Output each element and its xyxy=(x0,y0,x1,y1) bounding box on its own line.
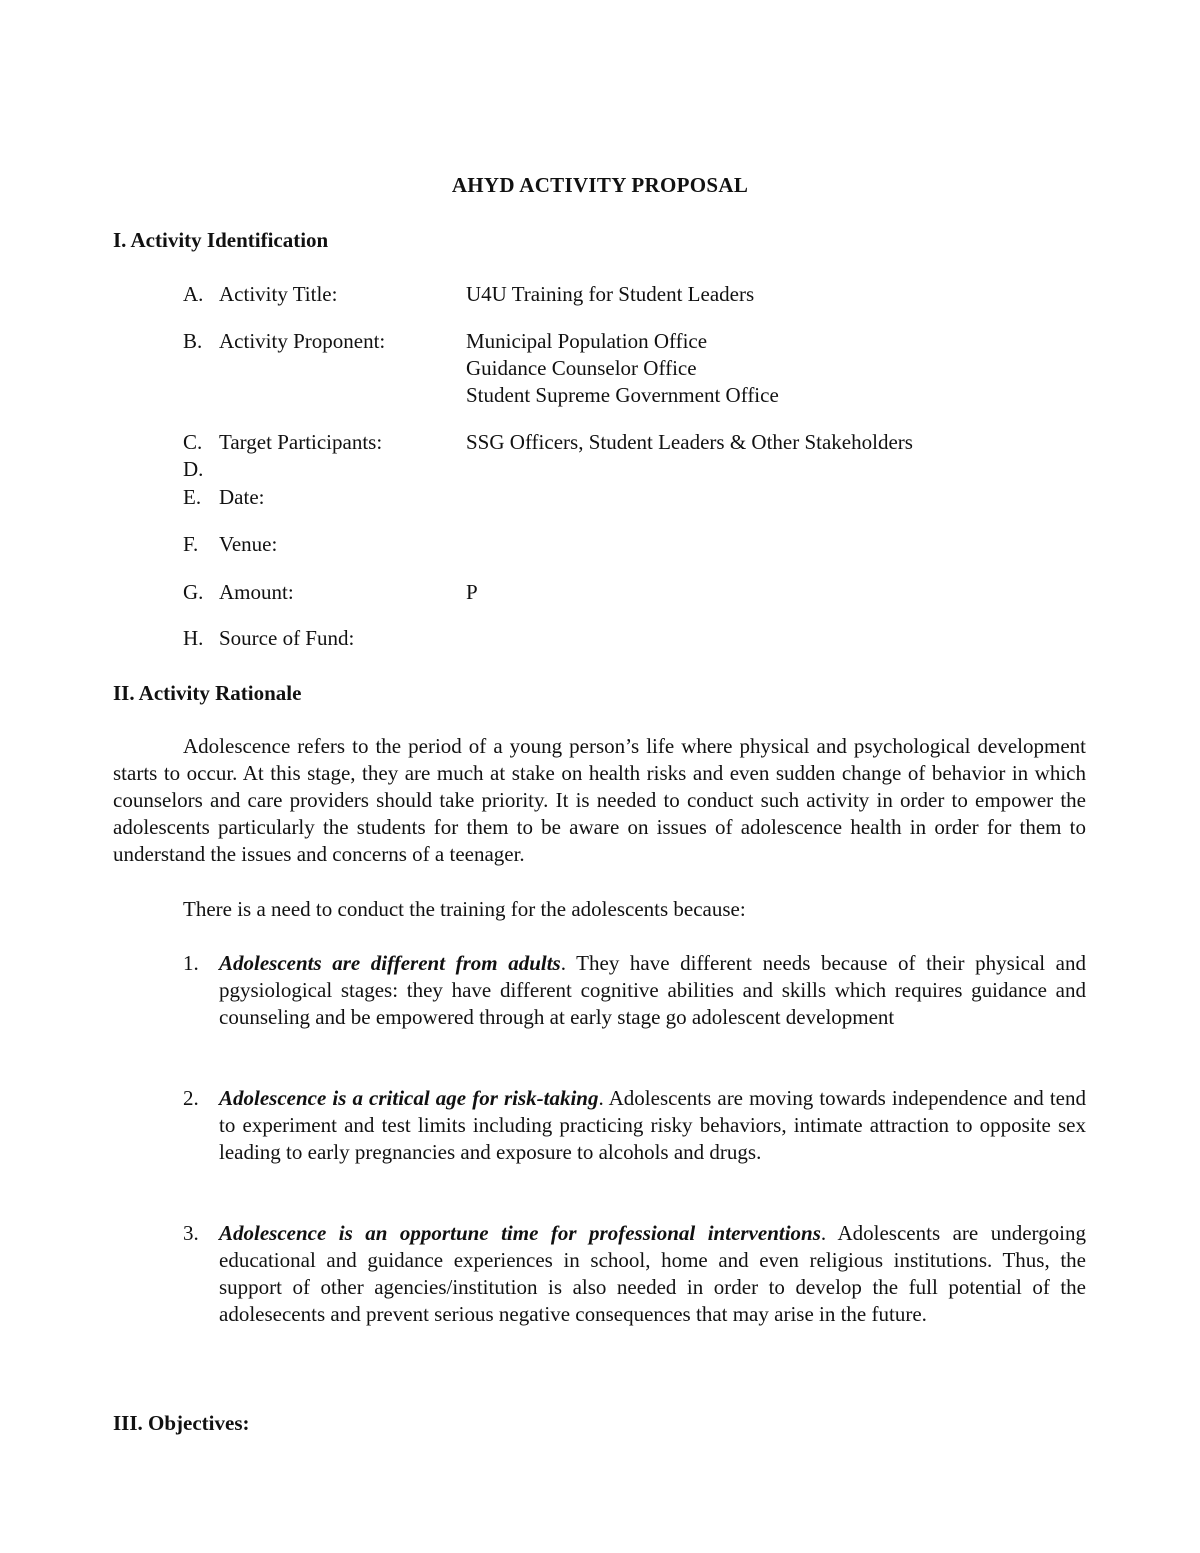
rationale-intro: There is a need to conduct the training for the adolescents because: xyxy=(183,897,746,921)
list-item-text xyxy=(219,950,1086,1031)
field-letter-c: C. xyxy=(183,430,203,454)
document-title: AHYD ACTIVITY PROPOSAL xyxy=(451,173,749,197)
activity-proponent-label: Activity Proponent: xyxy=(219,329,386,353)
list-item-body: . Adolescents are undergoing educational and guidance experiences in school, home and even religious institutions. Thus, the support of other agencies/institution is also needed in order to develop the full potential of the adolesecents and prevent serious negative consequences that may arise in the future. xyxy=(219,1221,1086,1326)
activity-proponent-value-1: Municipal Population Office xyxy=(466,329,708,353)
list-item-text xyxy=(219,1085,1086,1166)
list-item-body: . They have different needs because of their physical and pgysiological stages: they have different cognitive abilities and skills which requires guidance and counseling and be empowered through at early stage go adolescent development xyxy=(219,951,1086,1029)
target-participants-value: SSG Officers, Student Leaders & Other Stakeholders xyxy=(466,430,913,454)
amount-value: P xyxy=(466,580,478,604)
field-letter-e: E. xyxy=(183,485,202,509)
field-letter-a: A. xyxy=(183,282,204,306)
section-heading-activity-rationale: II. Activity Rationale xyxy=(113,681,302,705)
field-letter-g: G. xyxy=(183,580,204,604)
field-letter-d: D. xyxy=(183,457,204,481)
section-heading-activity-identification: I. Activity Identification xyxy=(113,228,329,252)
activity-proponent-value-3: Student Supreme Government Office xyxy=(466,383,779,407)
list-item-lead: Adolescence is an opportune time for professional interventions xyxy=(219,1221,821,1245)
target-participants-label: Target Participants: xyxy=(219,430,383,454)
list-item-lead: Adolescents are different from adults xyxy=(219,951,561,975)
rationale-paragraph: Adolescence refers to the period of a young person’s life where physical and psychological development starts to occur. At this stage, they are much at stake on health risks and even sudden change of behavior in which counselors and care providers should take priority. It is needed to conduct such activity in order to empower the adolescents particularly the students for them to be aware on issues of adolescence health in order for them to understand the issues and concerns of a teenager. xyxy=(113,734,1086,866)
list-item-lead: Adolescence is a critical age for risk-taking xyxy=(219,1086,599,1110)
list-item xyxy=(183,950,1086,1031)
field-letter-h: H. xyxy=(183,626,204,650)
list-item-number: 3. xyxy=(183,1221,199,1245)
list-item-number: 1. xyxy=(183,951,199,975)
list-item-text xyxy=(219,1220,1086,1328)
list-item-body: . Adolescents are moving towards independence and tend to experiment and test limits including practicing risky behaviors, intimate attraction to opposite sex leading to early pregnancies and exposure to alcohols and drugs. xyxy=(219,1086,1086,1164)
source-of-fund-label: Source of Fund: xyxy=(219,626,355,650)
activity-proponent-value-2: Guidance Counselor Office xyxy=(466,356,697,380)
list-item xyxy=(183,1220,1086,1328)
field-letter-f: F. xyxy=(183,532,199,556)
list-item xyxy=(183,1085,1086,1166)
field-letter-b: B. xyxy=(183,329,203,353)
amount-label: Amount: xyxy=(219,580,294,604)
section-heading-objectives: III. Objectives: xyxy=(113,1411,250,1435)
venue-label: Venue: xyxy=(219,532,278,556)
activity-title-label: Activity Title: xyxy=(219,282,338,306)
date-label: Date: xyxy=(219,485,265,509)
activity-title-value: U4U Training for Student Leaders xyxy=(466,282,755,306)
list-item-number: 2. xyxy=(183,1086,199,1110)
